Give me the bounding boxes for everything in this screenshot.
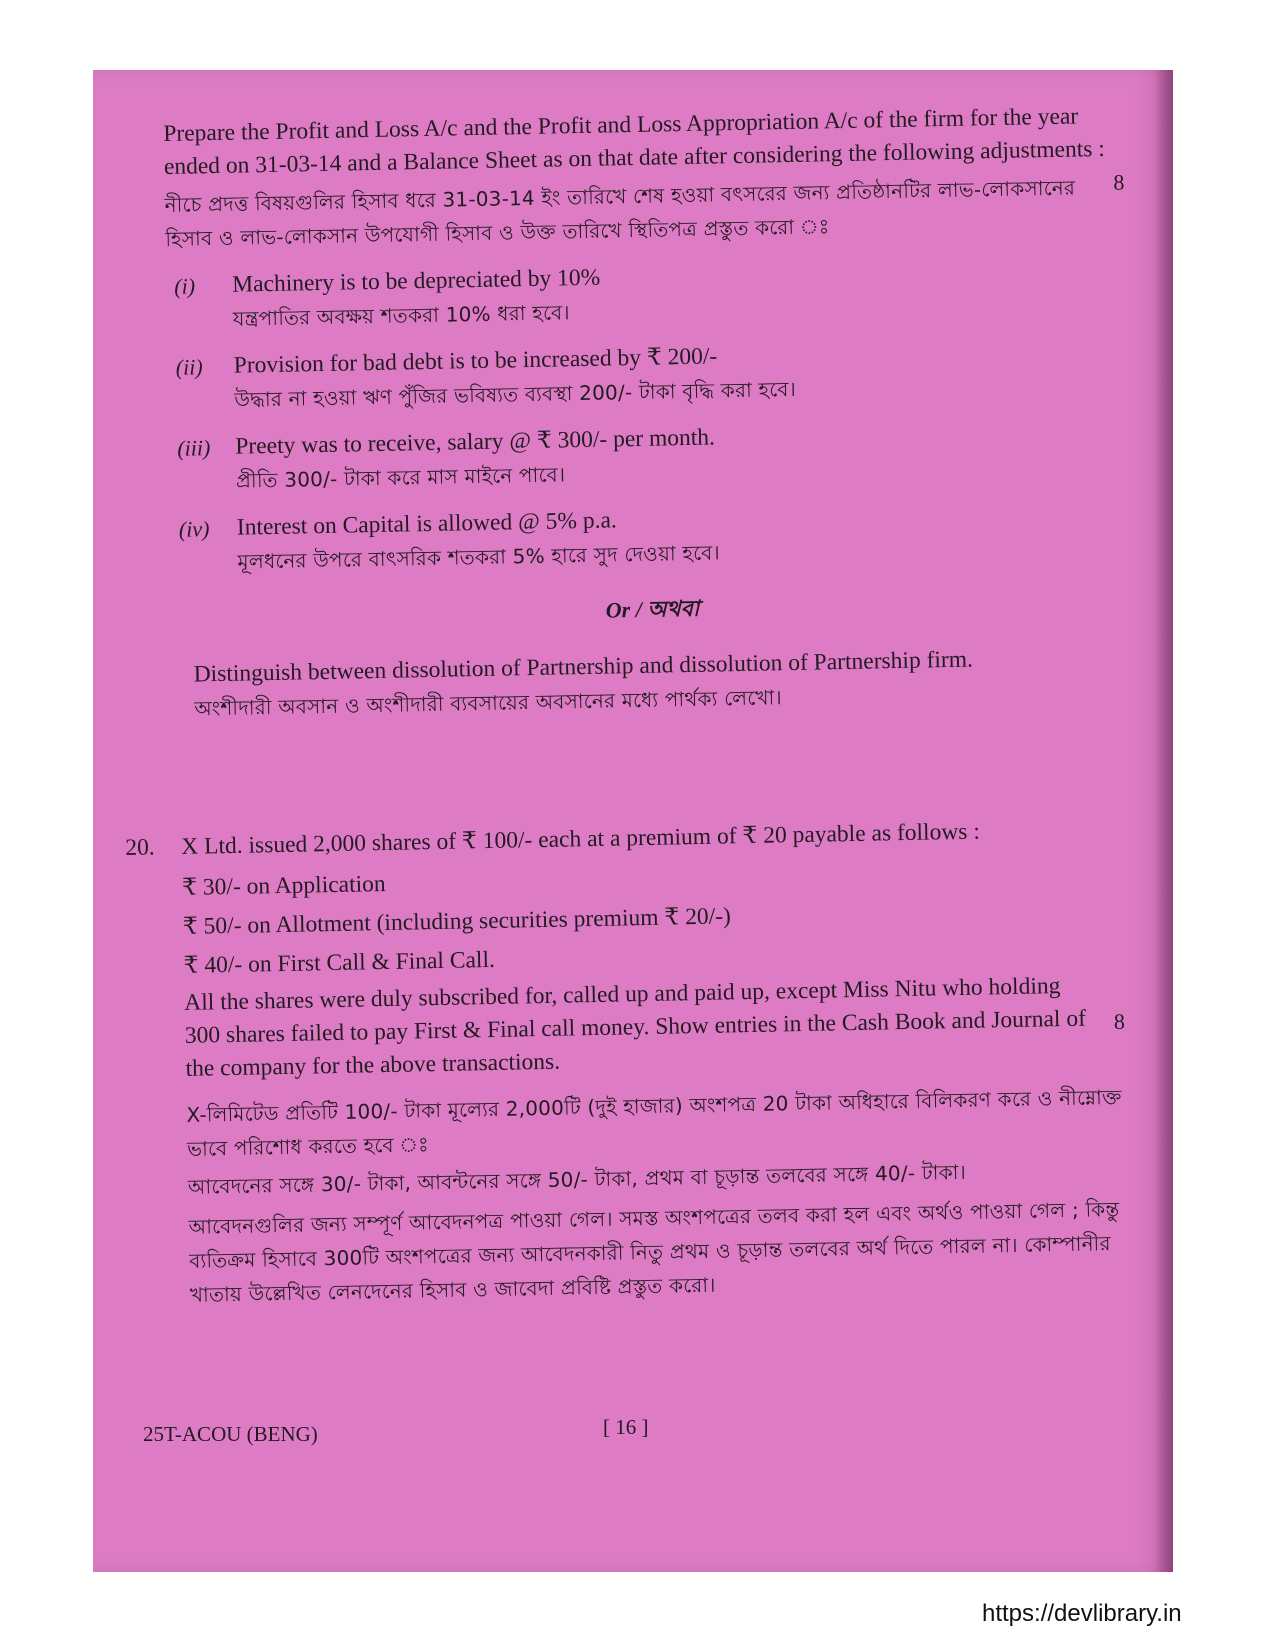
- q20-bn-2: আবেদনের সঙ্গে 30/- টাকা, আবন্টনের সঙ্গে 50/- টাকা, প্রথম বা চূড়ান্ত তলবের সঙ্গে 40/- টাকা।: [187, 1159, 967, 1199]
- exam-page: [93, 70, 1173, 1572]
- item-number: (i): [173, 273, 196, 299]
- source-watermark: https://devlibrary.in: [982, 1600, 1182, 1627]
- item-text-bn: যন্ত্রপাতির অবক্ষয় শতকরা 10% ধরা হবে।: [232, 300, 570, 331]
- q19-item-4: [171, 494, 1132, 579]
- item-text-en: Preety was to receive, salary @ ₹ 300/- per month.: [235, 424, 716, 460]
- q20-marks: 8: [1113, 1008, 1126, 1035]
- question-19: [163, 100, 1134, 726]
- q19-intro-en: Prepare the Profit and Loss A/c and the Profit and Loss Appropriation A/c of the firm for the year ended on 31-03-14 and a Balance Sheet as on that date after considering the following adjustments :: [163, 103, 1106, 180]
- q20-number: 20.: [125, 834, 155, 861]
- item-text-bn: প্রীতি 300/- টাকা করে মাস মাইনে পাবে।: [235, 462, 566, 493]
- q20-bn-3: আবেদনগুলির জন্য সম্পূর্ণ আবেদনপত্র পাওয়া গেল। সমস্ত অংশপত্রের তলব করা হল এবং অর্থও পাওয়া গেল ; কিন্তু ব্যতিক্রম হিসাবে 300টি অংশপত্রের জন্য আবেদনকারী নিতু প্রথম ও চূড়ান্ত তলবের অর্থ দিতে পারল না। কোম্পানীর খাতায় উল্লেখিত লেনদেনের হিসাব ও জাবেদা প্রবিষ্টি প্রস্তুত করো।: [188, 1196, 1120, 1307]
- page-number: [ 16 ]: [603, 1415, 649, 1439]
- q20-payment-1: ₹ 30/- on Application: [181, 871, 386, 901]
- q19-alt-en: Distinguish between dissolution of Partnership and dissolution of Partnership firm.: [193, 646, 974, 688]
- q20-payment-2: ₹ 50/- on Allotment (including securities premium ₹ 20/-): [182, 903, 732, 940]
- question-20: [125, 813, 1134, 1313]
- paper-code: 25T-ACOU (BENG): [143, 1422, 318, 1446]
- or-separator: Or / অথবা: [605, 595, 700, 623]
- item-number: (ii): [175, 354, 203, 380]
- q19-alt-bn: অংশীদারী অবসান ও অংশীদারী ব্যবসায়ের অবসানের মধ্যে পার্থক্য লেখো।: [194, 685, 783, 721]
- item-number: (iv): [178, 516, 210, 542]
- q20-bn-1: X-লিমিটেড প্রতিটি 100/- টাকা মূল্যের 2,000টি (দুই হাজার) অংশপত্র 20 টাকা অধিহারে বিলিকরণ করে ও নীম্নোক্ত ভাবে পরিশোধ করতে হবে ঃ: [186, 1084, 1122, 1161]
- item-number: (iii): [177, 435, 211, 461]
- q19-marks: 8: [1113, 169, 1125, 195]
- q20-intro-en: X Ltd. issued 2,000 shares of ₹ 100/- each at a premium of ₹ 20 payable as follows :: [181, 818, 981, 860]
- q19-item-1: [166, 252, 1127, 337]
- item-text-en: Machinery is to be depreciated by 10%: [231, 264, 601, 298]
- item-text-en: Provision for bad debt is to be increased by ₹ 200/-: [233, 343, 718, 379]
- q20-payment-3: ₹ 40/- on First Call & Final Call.: [183, 946, 496, 979]
- q20-body-en: All the shares were duly subscribed for, called up and paid up, except Miss Nitu who holding 300 shares failed to pay First & Final call money. Show entries in the Cash Book and Journal of the company for the above transactions.: [184, 973, 1087, 1082]
- item-text-en: Interest on Capital is allowed @ 5% p.a.: [236, 507, 617, 541]
- page-edge-shadow: [1155, 70, 1173, 1572]
- q19-item-3: [169, 414, 1130, 499]
- item-text-bn: উদ্ধার না হওয়া ঋণ পুঁজির ভবিষ্যত ব্যবস্থা 200/- টাকা বৃদ্ধি করা হবে।: [234, 376, 797, 412]
- item-text-bn: মূলধনের উপরে বাৎসরিক শতকরা 5% হারে সুদ দেওয়া হবে।: [237, 540, 721, 574]
- q19-item-2: [167, 333, 1128, 418]
- q19-intro-bn: নীচে প্রদত্ত বিষয়গুলির হিসাব ধরে 31-03-14 ইং তারিখে শেষ হওয়া বৎসরের জন্য প্রতিষ্ঠানটির লাভ-লোকসানের হিসাব ও লাভ-লোকসান উপযোগী হিসাব ও উক্ত তারিখে স্থিতিপত্র প্রস্তুত করো ঃ: [164, 175, 1076, 251]
